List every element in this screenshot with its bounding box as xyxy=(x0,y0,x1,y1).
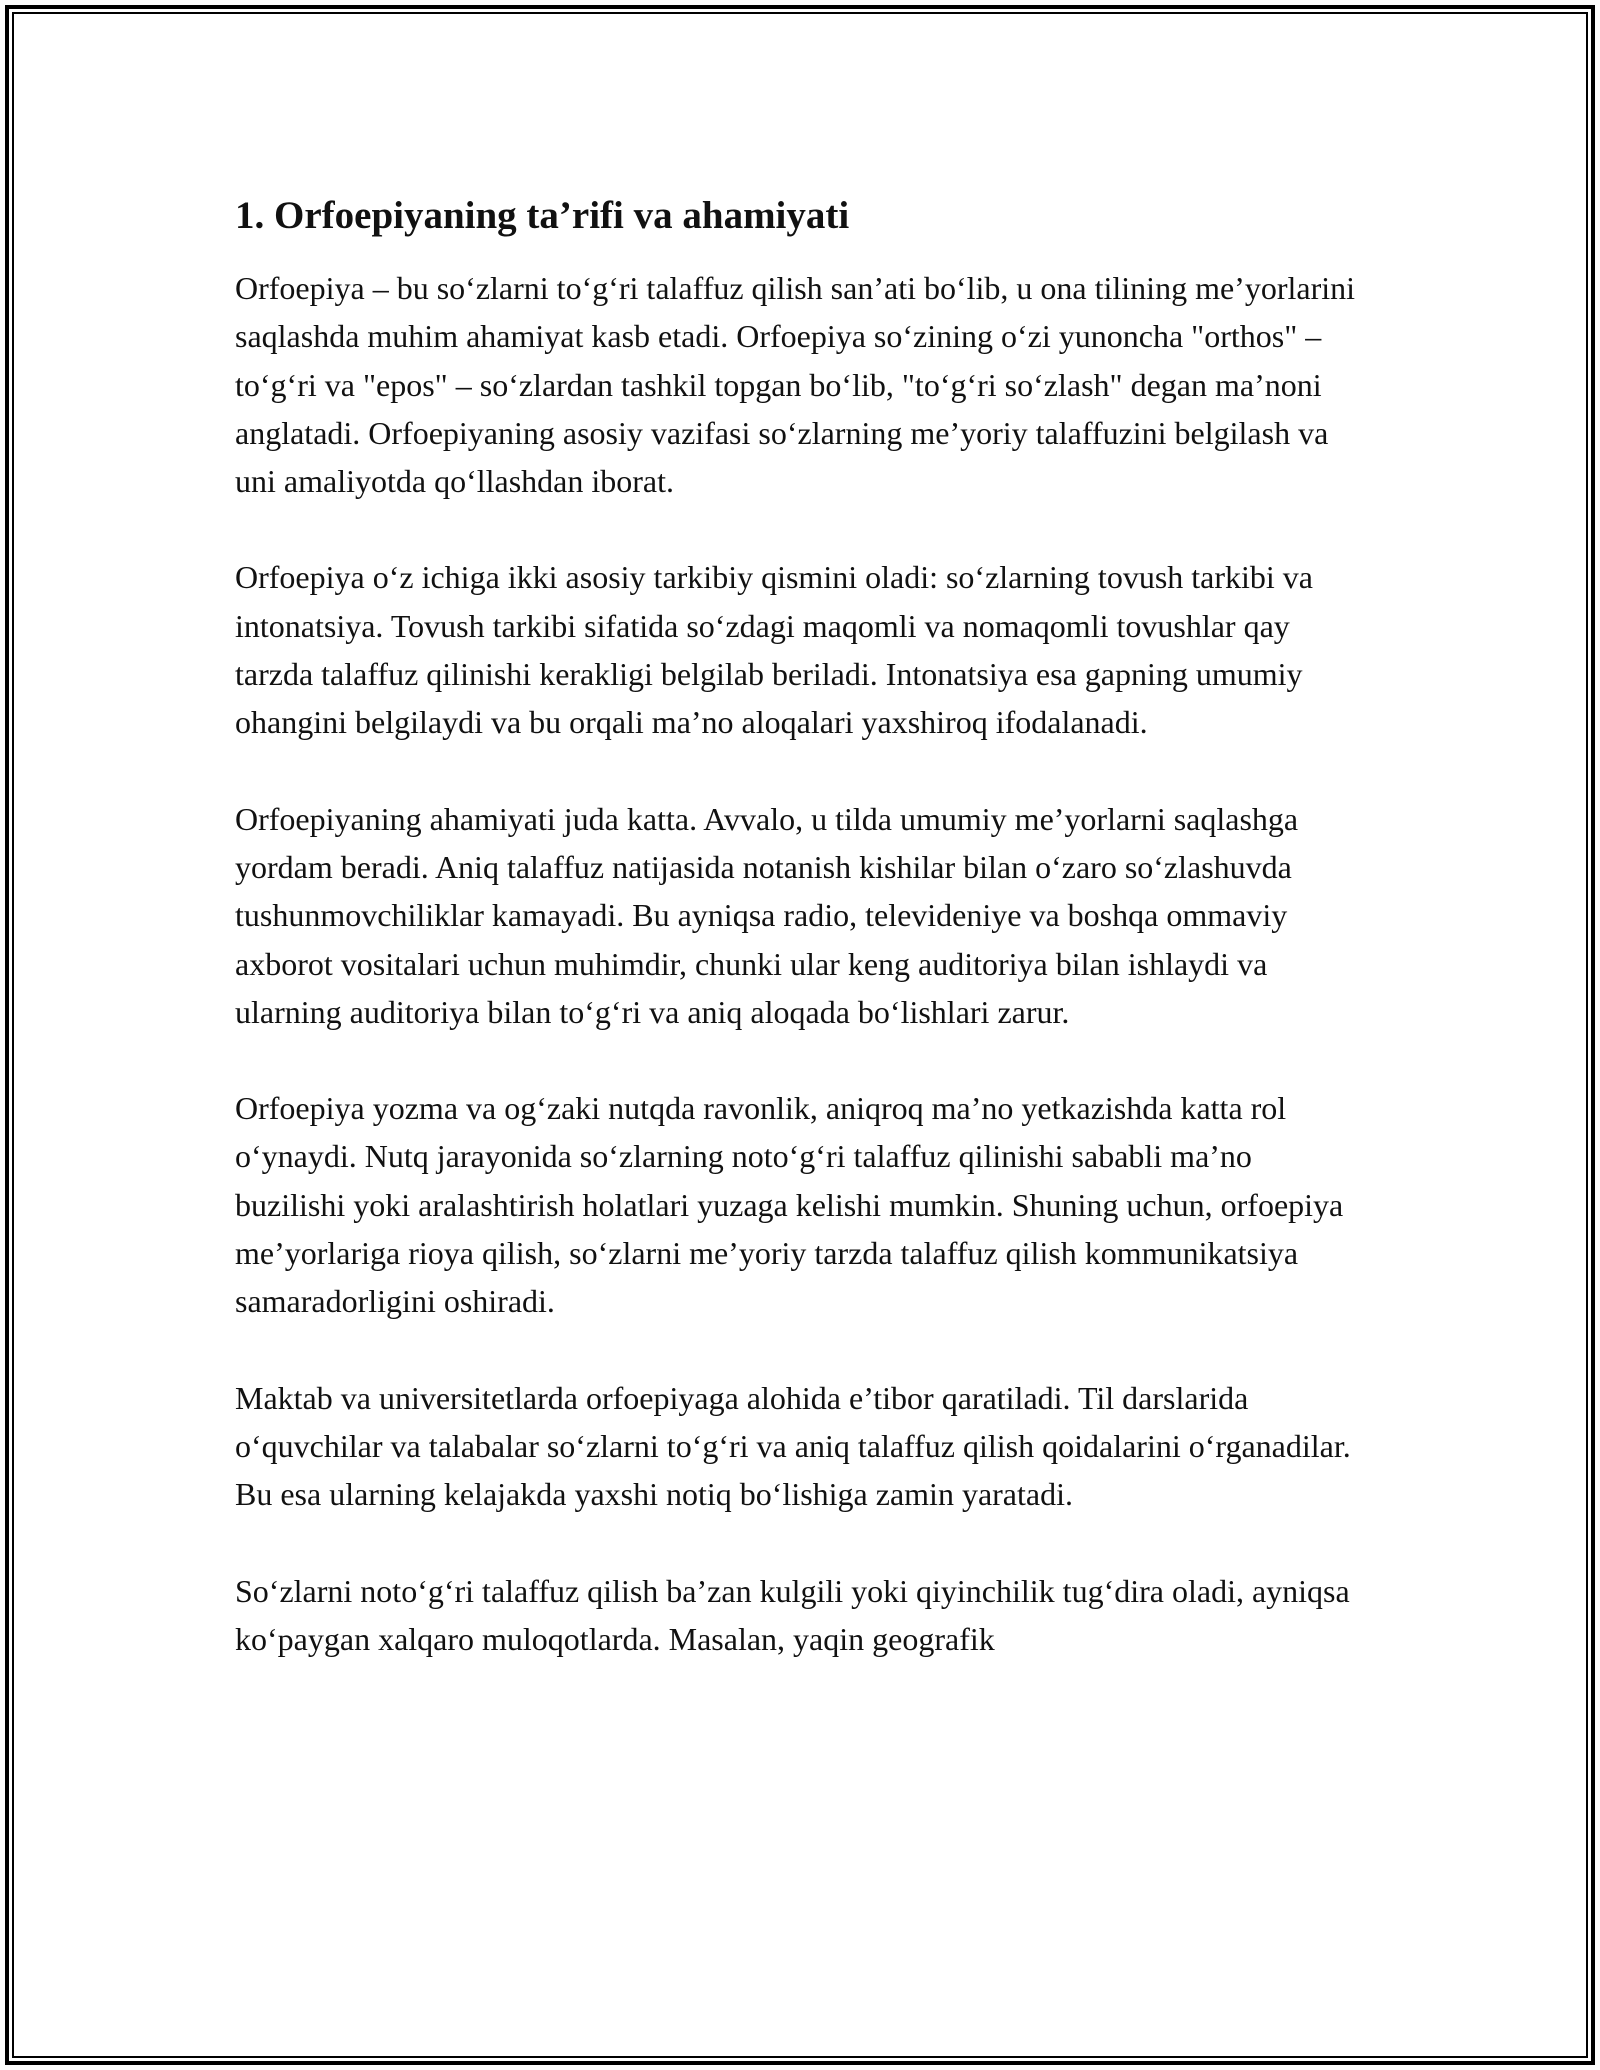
document-body xyxy=(235,188,1365,1663)
paragraph-speech-role: Orfoepiya yozma va og‘zaki nutqda ravonlik, aniqroq ma’no yetkazishda katta rol o‘ynaydi. Nutq jarayonida so‘zlarning noto‘g‘ri talaffuz qilinishi sababli ma’no buzilishi yoki aralashtirish holatlari yuzaga kelishi mumkin. Shuning uchun, orfoepiya me’yorlariga rioya qilish, so‘zlarni me’yoriy tarzda talaffuz qilish kommunikatsiya samaradorligini oshiradi. xyxy=(235,1090,1344,1320)
paragraph-definition: Orfoepiya – bu so‘zlarni to‘g‘ri talaffuz qilish san’ati bo‘lib, u ona tilining me’yorlarini saqlashda muhim ahamiyat kasb etadi. Orfoepiya so‘zining o‘zi yunoncha "orthos" – to‘g‘ri va "epos" – so‘zlardan tashkil topgan bo‘lib, "to‘g‘ri so‘zlash" degan ma’noni anglatadi. Orfoepiyaning asosiy vazifasi so‘zlarning me’yoriy talaffuzini belgilash va uni amaliyotda qo‘llashdan iborat. xyxy=(235,270,1355,500)
section-title: 1. Orfoepiyaning ta’rifi va ahamiyati xyxy=(235,194,850,237)
paragraph-importance: Orfoepiyaning ahamiyati juda katta. Avvalo, u tilda umumiy me’yorlarni saqlashga yordam beradi. Aniq talaffuz natijasida notanish kishilar bilan o‘zaro so‘zlashuvda tushunmovchiliklar kamayadi. Bu ayniqsa radio, televideniye va boshqa ommaviy axborot vositalari uchun muhimdir, chunki ular keng auditoriya bilan ishlaydi va ularning auditoriya bilan to‘g‘ri va aniq aloqada bo‘lishlari zarur. xyxy=(235,800,1299,1030)
paragraph-components: Orfoepiya o‘z ichiga ikki asosiy tarkibiy qismini oladi: so‘zlarning tovush tarkibi va intonatsiya. Tovush tarkibi sifatida so‘zdagi maqomli va nomaqomli tovushlar qay tarzda talaffuz qilinishi kerakligi belgilab beriladi. Intonatsiya esa gapning umumiy ohangini belgilaydi va bu orqali ma’no aloqalari yaxshiroq ifodalanadi. xyxy=(235,559,1313,741)
paragraph-mispronunciation: So‘zlarni noto‘g‘ri talaffuz qilish ba’zan kulgili yoki qiyinchilik tug‘dira oladi, ayniqsa ko‘paygan xalqaro muloqotlarda. Masalan, yaqin geografik xyxy=(235,1572,1350,1657)
paragraph-education: Maktab va universitetlarda orfoepiyaga alohida e’tibor qaratiladi. Til darslarida o‘quvchilar va talabalar so‘zlarni to‘g‘ri va aniq talaffuz qilish qoidalarini o‘rganadilar. Bu esa ularning kelajakda yaxshi notiq bo‘lishiga zamin yaratadi. xyxy=(235,1379,1351,1513)
